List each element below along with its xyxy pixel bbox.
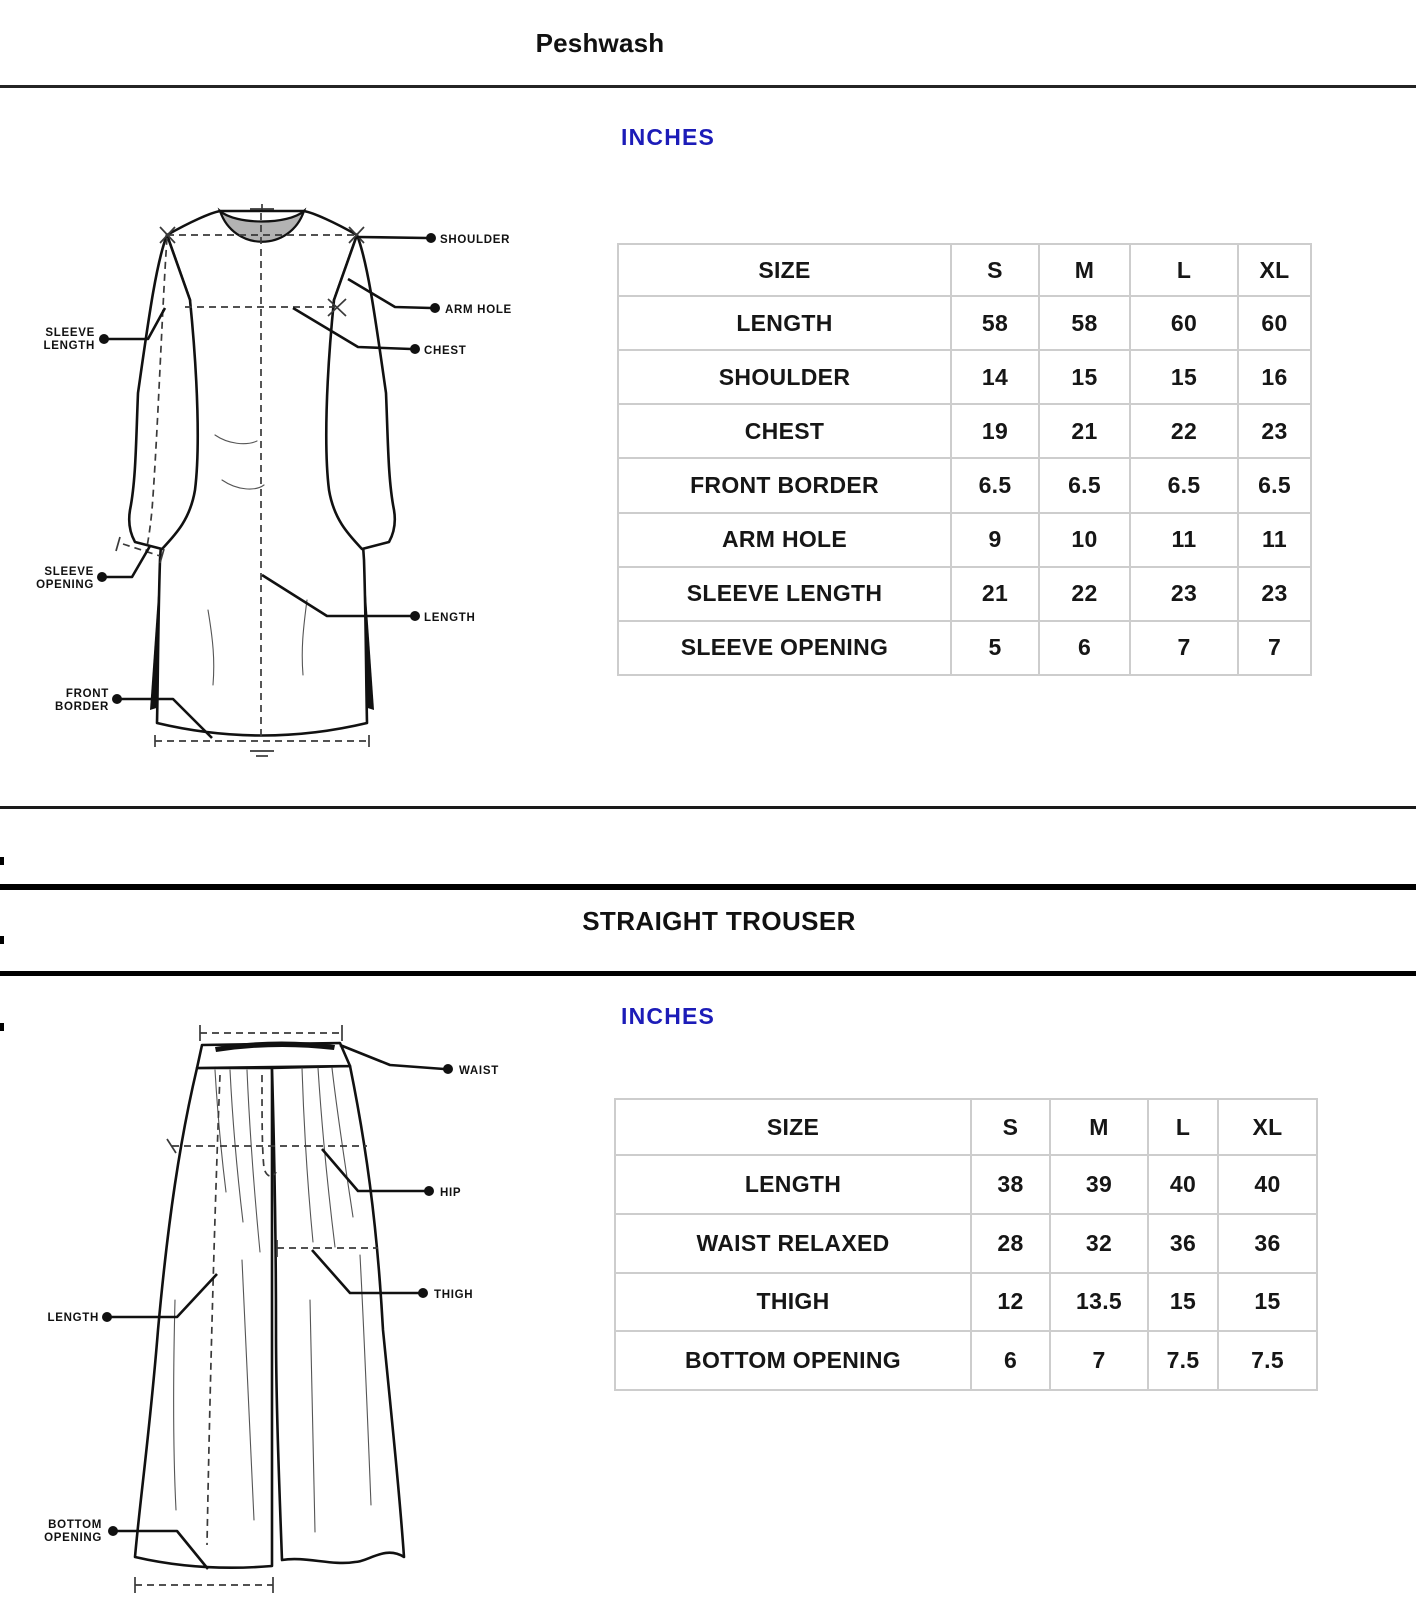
row-label-cell: LENGTH bbox=[615, 1155, 971, 1214]
figure-label-front-border-2: BORDER bbox=[54, 701, 109, 713]
peshwash-title: Peshwash bbox=[535, 28, 665, 58]
figure-label-hip: HIP bbox=[440, 1187, 462, 1199]
trouser-size-table bbox=[614, 1098, 1318, 1391]
header-cell: M bbox=[1050, 1099, 1148, 1155]
value-cell: 58 bbox=[951, 296, 1039, 350]
figure-label-bottom-opening-1: BOTTOM bbox=[48, 1519, 102, 1531]
header-cell: L bbox=[1130, 244, 1238, 296]
shoulder-callout-line bbox=[357, 237, 427, 238]
section-divider-thick-bottom bbox=[0, 971, 1416, 976]
waist-callout-dot bbox=[443, 1064, 453, 1074]
table-row bbox=[615, 1273, 1317, 1332]
row-label-cell: FRONT BORDER bbox=[618, 458, 951, 512]
section-divider-thin bbox=[0, 806, 1416, 809]
value-cell: 28 bbox=[971, 1214, 1050, 1273]
figure-label-shoulder: SHOULDER bbox=[440, 234, 511, 246]
value-cell: 60 bbox=[1130, 296, 1238, 350]
row-label-cell: SLEEVE LENGTH bbox=[618, 567, 951, 621]
header-cell: S bbox=[971, 1099, 1050, 1155]
row-label-cell: CHEST bbox=[618, 404, 951, 458]
value-cell: 7.5 bbox=[1218, 1331, 1317, 1390]
figure-label-sleeve-opening-2: OPENING bbox=[36, 579, 94, 591]
row-label-cell: BOTTOM OPENING bbox=[615, 1331, 971, 1390]
value-cell: 23 bbox=[1238, 404, 1311, 458]
row-label-cell: SHOULDER bbox=[618, 350, 951, 404]
table-row bbox=[615, 1214, 1317, 1273]
value-cell: 32 bbox=[1050, 1214, 1148, 1273]
value-cell: 10 bbox=[1039, 513, 1130, 567]
value-cell: 58 bbox=[1039, 296, 1130, 350]
header-cell: SIZE bbox=[615, 1099, 971, 1155]
figure-label-armhole: ARM HOLE bbox=[445, 304, 512, 316]
row-label-cell: THIGH bbox=[615, 1273, 971, 1332]
header-cell: XL bbox=[1218, 1099, 1317, 1155]
table-header-row bbox=[618, 244, 1311, 296]
value-cell: 15 bbox=[1130, 350, 1238, 404]
value-cell: 9 bbox=[951, 513, 1039, 567]
table-row bbox=[618, 350, 1311, 404]
table-row bbox=[618, 621, 1311, 675]
peshwash-diagram bbox=[10, 180, 550, 780]
length-callout-dot bbox=[410, 611, 420, 621]
value-cell: 40 bbox=[1148, 1155, 1218, 1214]
value-cell: 16 bbox=[1238, 350, 1311, 404]
value-cell: 23 bbox=[1238, 567, 1311, 621]
header-divider-line bbox=[0, 85, 1416, 88]
header-cell: S bbox=[951, 244, 1039, 296]
header-cell: L bbox=[1148, 1099, 1218, 1155]
edge-artifact-mark bbox=[0, 857, 4, 865]
value-cell: 6.5 bbox=[1238, 458, 1311, 512]
edge-artifact-mark bbox=[0, 936, 4, 944]
value-cell: 21 bbox=[1039, 404, 1130, 458]
right-leg bbox=[272, 1066, 404, 1563]
figure-label-front-border-1: FRONT bbox=[65, 688, 109, 700]
figure-label-thigh: THIGH bbox=[434, 1289, 474, 1301]
value-cell: 36 bbox=[1218, 1214, 1317, 1273]
value-cell: 38 bbox=[971, 1155, 1050, 1214]
value-cell: 11 bbox=[1130, 513, 1238, 567]
peshwash-size-table bbox=[617, 243, 1312, 676]
cuff-tick-1 bbox=[116, 537, 120, 551]
value-cell: 6 bbox=[1039, 621, 1130, 675]
value-cell: 14 bbox=[951, 350, 1039, 404]
value-cell: 22 bbox=[1039, 567, 1130, 621]
value-cell: 40 bbox=[1218, 1155, 1317, 1214]
thigh-callout-dot bbox=[418, 1288, 428, 1298]
trouser-unit-label: INCHES bbox=[621, 1003, 716, 1029]
table-row bbox=[615, 1331, 1317, 1390]
figure-label-waist: WAIST bbox=[459, 1065, 499, 1077]
header-cell: M bbox=[1039, 244, 1130, 296]
value-cell: 60 bbox=[1238, 296, 1311, 350]
hip-callout-dot bbox=[424, 1186, 434, 1196]
value-cell: 15 bbox=[1148, 1273, 1218, 1332]
figure-label-sleeve-opening-1: SLEEVE bbox=[44, 566, 94, 578]
value-cell: 12 bbox=[971, 1273, 1050, 1332]
figure-label-sleeve-length-1: SLEEVE bbox=[45, 327, 95, 339]
value-cell: 5 bbox=[951, 621, 1039, 675]
table-row bbox=[618, 404, 1311, 458]
value-cell: 6 bbox=[971, 1331, 1050, 1390]
chest-callout-dot bbox=[410, 344, 420, 354]
peshwash-unit-label: INCHES bbox=[621, 124, 716, 150]
trouser-diagram bbox=[10, 1000, 550, 1600]
value-cell: 21 bbox=[951, 567, 1039, 621]
value-cell: 11 bbox=[1238, 513, 1311, 567]
value-cell: 7 bbox=[1238, 621, 1311, 675]
table-row bbox=[615, 1155, 1317, 1214]
table-row bbox=[618, 513, 1311, 567]
sleeve-opening-callout-line bbox=[102, 546, 150, 577]
value-cell: 39 bbox=[1050, 1155, 1148, 1214]
value-cell: 7 bbox=[1130, 621, 1238, 675]
table-header-row bbox=[615, 1099, 1317, 1155]
header-cell: SIZE bbox=[618, 244, 951, 296]
row-label-cell: ARM HOLE bbox=[618, 513, 951, 567]
value-cell: 6.5 bbox=[951, 458, 1039, 512]
value-cell: 6.5 bbox=[1130, 458, 1238, 512]
figure-label-length: LENGTH bbox=[424, 612, 476, 624]
value-cell: 15 bbox=[1218, 1273, 1317, 1332]
value-cell: 19 bbox=[951, 404, 1039, 458]
figure-label-length: LENGTH bbox=[47, 1312, 99, 1324]
value-cell: 7 bbox=[1050, 1331, 1148, 1390]
value-cell: 15 bbox=[1039, 350, 1130, 404]
value-cell: 6.5 bbox=[1039, 458, 1130, 512]
row-label-cell: SLEEVE OPENING bbox=[618, 621, 951, 675]
shoulder-callout-dot bbox=[426, 233, 436, 243]
table-row bbox=[618, 458, 1311, 512]
section-divider-thick-top bbox=[0, 884, 1416, 890]
edge-artifact-mark bbox=[0, 1023, 4, 1031]
value-cell: 36 bbox=[1148, 1214, 1218, 1273]
table-row bbox=[618, 296, 1311, 350]
value-cell: 13.5 bbox=[1050, 1273, 1148, 1332]
value-cell: 7.5 bbox=[1148, 1331, 1218, 1390]
armhole-callout-dot bbox=[430, 303, 440, 313]
header-cell: XL bbox=[1238, 244, 1311, 296]
figure-label-sleeve-length-2: LENGTH bbox=[43, 340, 95, 352]
row-label-cell: LENGTH bbox=[618, 296, 951, 350]
value-cell: 22 bbox=[1130, 404, 1238, 458]
figure-label-bottom-opening-2: OPENING bbox=[44, 1532, 102, 1544]
value-cell: 23 bbox=[1130, 567, 1238, 621]
row-label-cell: WAIST RELAXED bbox=[615, 1214, 971, 1273]
waist-callout-line bbox=[340, 1045, 444, 1069]
trouser-title: STRAIGHT TROUSER bbox=[582, 906, 856, 936]
figure-label-chest: CHEST bbox=[424, 345, 467, 357]
table-row bbox=[618, 567, 1311, 621]
